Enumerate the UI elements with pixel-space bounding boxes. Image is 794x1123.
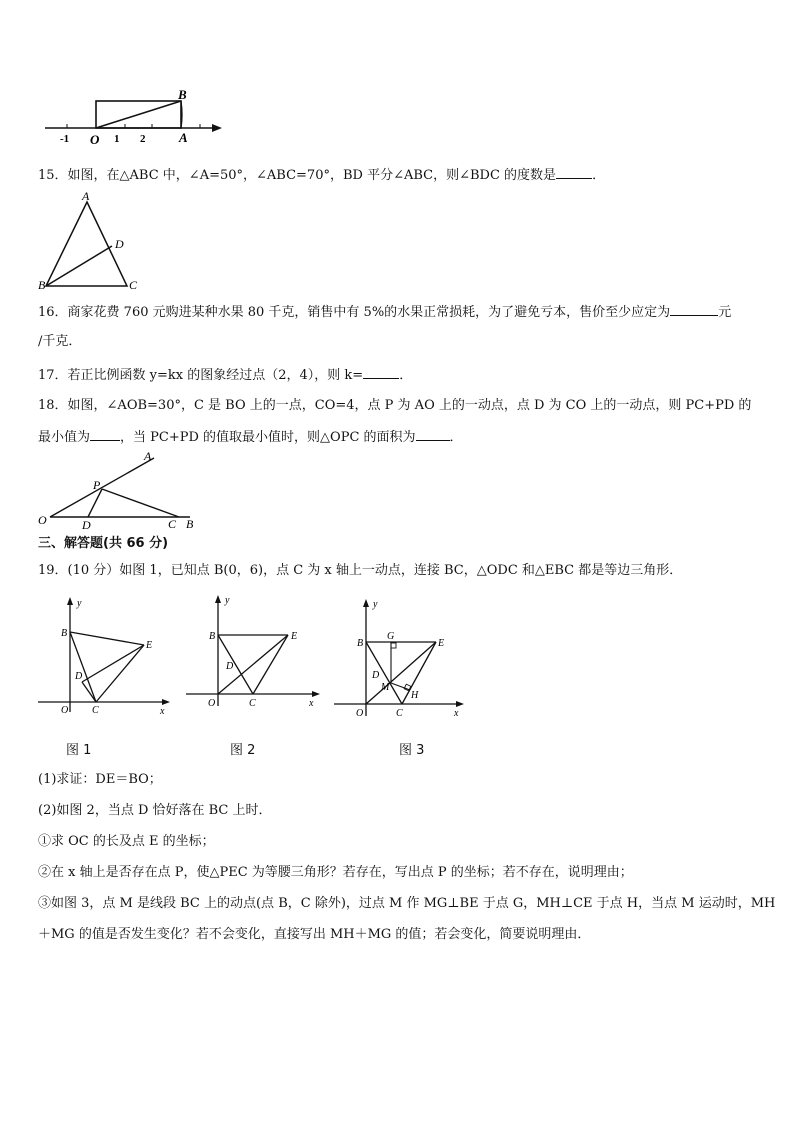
question-18-text: 最小值为 — [38, 430, 91, 445]
figure-3-caption: 图 3 — [399, 743, 425, 758]
point-e-label: E — [291, 631, 298, 642]
unit-text: 元 — [718, 305, 732, 320]
question-18-text: ，当 PC+PD 的值取最小值时，则△OPC 的面积为 — [120, 430, 416, 445]
point-d-label: D — [115, 237, 124, 251]
question-18-continued — [38, 428, 463, 446]
point-c-label: C — [92, 705, 99, 716]
q19-figure-2 — [182, 590, 322, 714]
q19-part-2c: ③如图 3，点 M 是线段 BC 上的动点(点 B，C 除外)，过点 M 作 MG⊥BE 于点 G，MH⊥CE 于点 H，当点 M 运动时，MH — [38, 896, 776, 911]
question-15-text: 15．如图，在△ABC 中，∠A=50°，∠ABC=70°，BD 平分∠ABC，则∠BDC 的度数是 — [38, 168, 557, 183]
answer-blank — [363, 366, 399, 379]
point-d-label: D — [372, 670, 380, 681]
vertex-b-label: B — [38, 278, 46, 290]
answer-blank — [556, 166, 592, 179]
q19-part-2b: ②在 x 轴上是否存在点 P，使△PEC 为等腰三角形？若存在，写出点 P 的坐标；若不存在，说明理由； — [38, 865, 633, 880]
question-18: 18．如图，∠AOB=30°，C 是 BO 上的一点，CO=4，点 P 为 AO 上的一动点，点 D 为 CO 上的一动点，则 PC+PD 的 — [38, 398, 752, 413]
question-17-text: 17．若正比例函数 y=kx 的图象经过点（2，4），则 k= — [38, 368, 364, 383]
point-o-label: O — [61, 705, 69, 716]
point-e-label: E — [146, 640, 153, 651]
point-g-label: G — [387, 631, 395, 642]
question-16 — [38, 303, 731, 321]
point-b-label: B — [61, 628, 68, 639]
angle-aob-figure — [36, 449, 206, 533]
axis-x-label: x — [160, 706, 165, 716]
point-d-label: D — [75, 671, 83, 682]
point-p-label: P — [93, 478, 101, 492]
point-o-label: O — [208, 698, 216, 709]
question-19-intro: 19．(10 分）如图 1，已知点 B(0，6)，点 C 为 x 轴上一动点，连接 BC，△ODC 和△EBC 都是等边三角形． — [38, 563, 683, 578]
q19-part-2: (2)如图 2，当点 D 恰好落在 BC 上时． — [38, 803, 272, 818]
section-heading: 三、解答题(共 66 分) — [38, 536, 169, 551]
point-o-label: O — [356, 708, 364, 718]
point-c-label: C — [249, 698, 256, 709]
axis-y-label: y — [373, 599, 378, 610]
q19-figure-3 — [330, 594, 470, 718]
vertex-a-label: A — [82, 190, 90, 203]
question-16-text: 16．商家花费 760 元购进某种水果 80 千克，销售中有 5%的水果正常损耗，为了避免亏本，售价至少应定为 — [38, 305, 671, 320]
point-e-label: E — [438, 638, 445, 649]
q19-figure-1 — [34, 592, 174, 716]
point-h-label: H — [411, 690, 419, 701]
point-c-label: C — [396, 708, 403, 718]
point-b-label: B — [186, 517, 194, 531]
punctuation: ． — [399, 368, 413, 383]
point-o-label: O — [38, 513, 47, 527]
axis-x-label: x — [309, 698, 314, 709]
q19-part-1: (1)求证：DE＝BO； — [38, 772, 162, 787]
triangle-abc-figure — [38, 190, 142, 290]
q19-part-2c-continued: ＋MG 的值是否发生变化？若不会变化，直接写出 MH＋MG 的值；若会变化，简要说明理由． — [38, 927, 591, 942]
axis-y-label: y — [77, 598, 82, 609]
number-line-figure — [40, 84, 230, 146]
point-b-label: B — [357, 638, 364, 649]
figure-2-caption: 图 2 — [230, 743, 256, 758]
punctuation: ． — [592, 168, 606, 183]
answer-blank — [670, 303, 718, 316]
point-c-label: C — [168, 517, 177, 531]
axis-y-label: y — [225, 595, 230, 606]
origin-label: O — [90, 132, 100, 146]
answer-blank — [90, 428, 120, 441]
tick-label: 2 — [140, 133, 146, 145]
point-b-label: B — [209, 631, 216, 642]
point-m-label: M — [381, 682, 390, 693]
answer-blank — [416, 428, 450, 441]
vertex-c-label: C — [129, 278, 138, 290]
q19-part-2a: ①求 OC 的长及点 E 的坐标； — [38, 834, 215, 849]
point-d-label: D — [82, 518, 91, 532]
point-a-label: A — [179, 130, 188, 145]
question-16-continued: /千克． — [38, 334, 82, 349]
point-d-label: D — [226, 661, 234, 672]
tick-label: -1 — [60, 133, 70, 145]
point-b-label: B — [178, 87, 187, 102]
question-17 — [38, 366, 412, 384]
point-a-label: A — [144, 449, 152, 463]
tick-label: 1 — [114, 133, 120, 145]
question-15 — [38, 166, 605, 184]
punctuation: ． — [449, 430, 463, 445]
axis-x-label: x — [454, 708, 459, 718]
figure-1-caption: 图 1 — [66, 743, 92, 758]
